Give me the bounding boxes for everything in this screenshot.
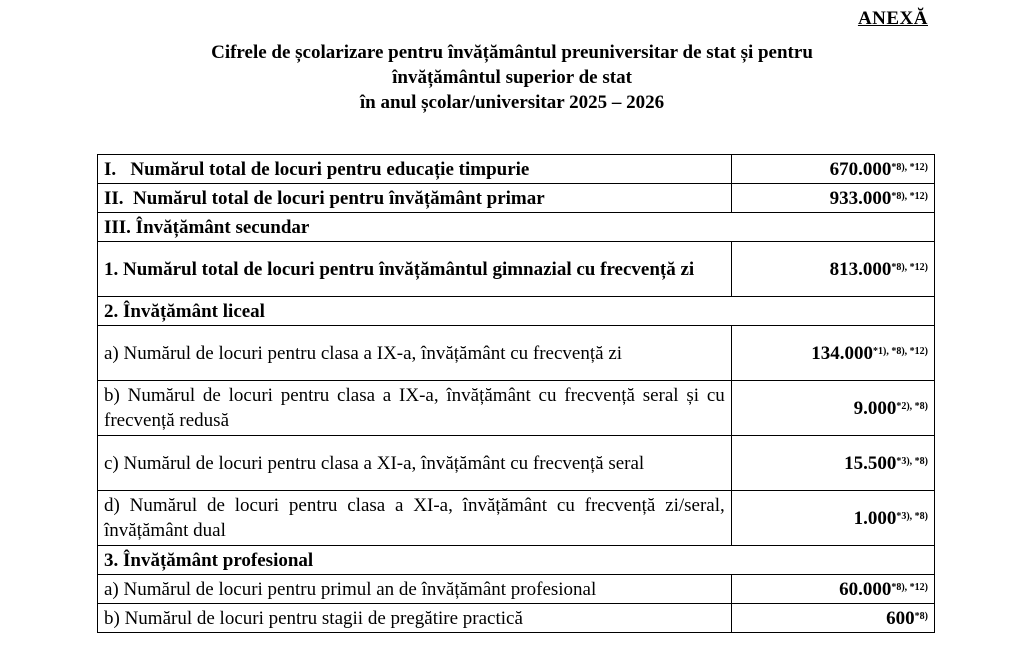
table-row: [98, 297, 935, 326]
row-value-vocational-first-year: [731, 575, 934, 604]
table-row: [98, 213, 935, 242]
title-line-3: în anul școlar/universitar 2025 – 2026: [359, 92, 665, 113]
table-row: [98, 604, 935, 633]
footnote-ref: *3), *8): [896, 455, 928, 467]
row-value-grade-9-evening: [731, 381, 934, 436]
footnote-ref: *8), *12): [891, 261, 928, 273]
row-label-vocational-first-year: a) Numărul de locuri pentru primul an de învățământ profesional: [98, 575, 732, 604]
table-row: [98, 491, 935, 546]
value-number: 134.000: [811, 342, 873, 364]
row-value-primary-education: [731, 184, 934, 213]
row-label-practical-training: b) Numărul de locuri pentru stagii de pregătire practică: [98, 604, 732, 633]
annex-label: ANEXĂ: [857, 8, 928, 29]
value-number: 670.000: [829, 158, 892, 180]
value-number: 813.000: [829, 258, 892, 280]
table-row: [98, 575, 935, 604]
footnote-ref: *3), *8): [896, 510, 928, 522]
footnote-ref: *2), *8): [896, 400, 928, 412]
enrollment-table: [97, 154, 935, 633]
value-number: 60.000: [839, 578, 892, 600]
value-number: 600: [886, 607, 915, 629]
value-number: 933.000: [829, 187, 892, 209]
table-row: [98, 242, 935, 297]
value-number: 9.000: [853, 397, 897, 419]
table-row: [98, 326, 935, 381]
row-label-grade-9-evening: b) Numărul de locuri pentru clasa a IX-a, învățământ cu frecvență seral și cu frecvență redusă: [98, 381, 732, 436]
title-line-1: Cifrele de școlarizare pentru învățământul preuniversitar de stat și pentru: [211, 42, 813, 63]
row-label-grade-11-evening: c) Numărul de locuri pentru clasa a XI-a, învățământ cu frecvență seral: [98, 436, 732, 491]
row-value-early-education: [731, 155, 934, 184]
row-value-practical-training: [731, 604, 934, 633]
row-label-primary-education: II. Numărul total de locuri pentru învățământ primar: [98, 184, 732, 213]
row-label-grade-9-day: a) Numărul de locuri pentru clasa a IX-a, învățământ cu frecvență zi: [98, 326, 732, 381]
row-value-grade-11-evening: [731, 436, 934, 491]
value-number: 15.500: [844, 452, 897, 474]
row-value-gymnasium: [731, 242, 934, 297]
title-line-2: învățământul superior de stat: [392, 67, 632, 88]
section-header-secondary: III. Învățământ secundar: [98, 213, 935, 242]
table-row: [98, 155, 935, 184]
value-number: 1.000: [853, 507, 897, 529]
table-row: [98, 184, 935, 213]
row-value-grade-11-dual: [731, 491, 934, 546]
table-row: [98, 381, 935, 436]
section-header-high-school: 2. Învățământ liceal: [98, 297, 935, 326]
row-label-gymnasium: 1. Numărul total de locuri pentru învățământul gimnazial cu frecvență zi: [98, 242, 732, 297]
footnote-ref: *8), *12): [891, 581, 928, 593]
table-row: [98, 546, 935, 575]
footnote-ref: *8), *12): [891, 190, 928, 202]
section-header-vocational: 3. Învățământ profesional: [98, 546, 935, 575]
row-label-grade-11-dual: d) Numărul de locuri pentru clasa a XI-a, învățământ cu frecvență zi/seral, învățământ dual: [98, 491, 732, 546]
document-title: [0, 40, 1024, 115]
footnote-ref: *1), *8), *12): [873, 345, 928, 357]
table-row: [98, 436, 935, 491]
footnote-ref: *8): [914, 610, 928, 622]
footnote-ref: *8), *12): [891, 161, 928, 173]
row-value-grade-9-day: [731, 326, 934, 381]
row-label-early-education: I. Numărul total de locuri pentru educație timpurie: [98, 155, 732, 184]
